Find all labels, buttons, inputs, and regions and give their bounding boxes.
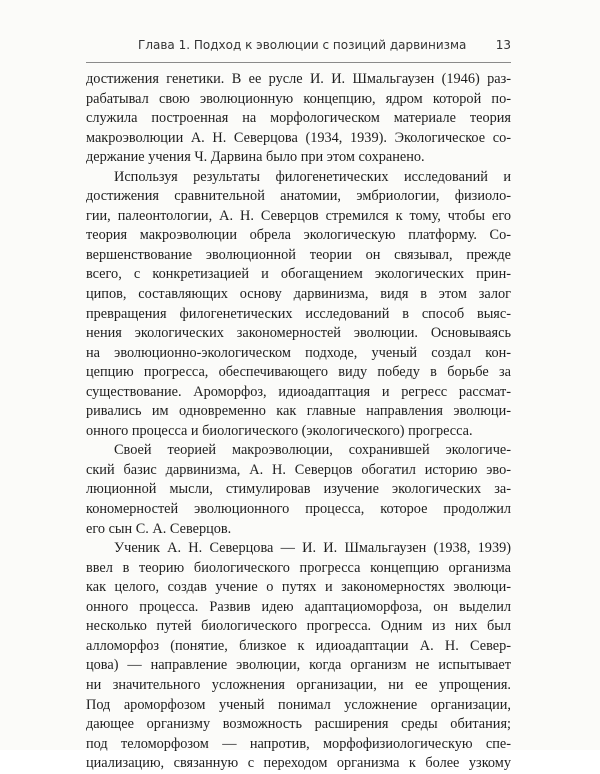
- text-line: Под ароморфозом ученый понимал усложнение организации,: [86, 696, 511, 713]
- text-line: ский базис дарвинизма, А. Н. Северцов обогатил историю эво-: [86, 461, 511, 478]
- text-line: Используя результаты филогенетических исследований и: [114, 168, 511, 185]
- paragraph: [86, 70, 511, 168]
- text-line: онного процесса и биологического (экологического) прогресса.: [86, 422, 473, 439]
- text-line: циализацию, связанную с переходом организма к более узкому: [86, 755, 511, 772]
- text-line: ни значительного усложнения организации, ни ее упрощения.: [86, 676, 511, 693]
- text-line: онного процесса. Развив идею адаптациоморфоза, он выделил: [86, 598, 511, 615]
- text-line: дающее организму возможность расширения среды обитания;: [86, 716, 511, 733]
- text-line: достижения сравнительной анатомии, эмбриологии, физиоло-: [86, 188, 511, 205]
- text-line: гии, палеонтологии, А. Н. Северцов стремился к тому, чтобы его: [86, 207, 511, 224]
- text-line: цепцию прогресса, обеспечивающего виду победу в борьбе за: [86, 364, 511, 381]
- paragraph: [86, 168, 511, 442]
- text-line: ввел в теорию биологического прогресса концепцию организма: [86, 559, 511, 576]
- text-line: служила построенная на морфологическом материале теория: [86, 110, 511, 127]
- text-line: несколько путей биологического прогресса. Одним из них был: [86, 618, 511, 635]
- text-line: кономерностей эволюционного процесса, которое продолжил: [86, 501, 511, 518]
- text-line: цова) — направление эволюции, когда организм не испытывает: [86, 657, 511, 674]
- text-line: ривались им одновременно как главные направления эволюци-: [86, 403, 511, 420]
- text-line: держание учения Ч. Дарвина было при этом сохранено.: [86, 149, 425, 166]
- text-line: на эволюционно-экологическом подходе, ученый создал кон-: [86, 344, 511, 361]
- body-text: [86, 70, 511, 774]
- text-line: достижения генетики. В ее русле И. И. Шмальгаузен (1946) раз-: [86, 71, 511, 87]
- chapter-title: Глава 1. Подход к эволюции с позиций дарвинизма: [138, 38, 467, 52]
- paragraph: [86, 441, 511, 539]
- text-line: Ученик А. Н. Северцова — И. И. Шмальгаузен (1938, 1939): [114, 540, 511, 557]
- header-rule: [86, 62, 511, 63]
- page-number: 13: [495, 38, 511, 52]
- text-line: Своей теорией макроэволюции, сохранившей экологиче-: [114, 442, 511, 459]
- text-line: как целого, создав учение о путях и закономерностях эволюци-: [86, 579, 511, 596]
- text-line: его сын С. А. Северцов.: [86, 520, 232, 537]
- text-line: теория макроэволюции обрела экологическую платформу. Со-: [86, 227, 511, 244]
- text-line: макроэволюции А. Н. Северцова (1934, 1939). Экологическое со-: [86, 129, 511, 146]
- text-line: вершенствование эволюционной теории он связывал, прежде: [86, 246, 511, 263]
- text-line: алломорфоз (понятие, близкое к идиоадаптации А. Н. Север-: [86, 637, 511, 654]
- text-line: нения экологических закономерностей эволюции. Основываясь: [86, 325, 511, 342]
- text-line: существование. Ароморфоз, идиоадаптация и регресс рассмат-: [86, 383, 511, 400]
- text-line: под теломорфозом — напротив, морфофизиологическую спе-: [86, 735, 511, 752]
- running-header: [86, 36, 511, 58]
- text-line: ципов, составляющих основу дарвинизма, видя в этом залог: [86, 286, 511, 303]
- text-line: превращения филогенетических исследований в способ выяс-: [86, 305, 511, 322]
- text-line: рабатывал свою эволюционную концепцию, ядром которой по-: [86, 90, 511, 107]
- text-line: всего, с конкретизацией и обогащением экологических прин-: [86, 266, 511, 283]
- paragraph: [86, 539, 511, 774]
- text-line: люционной мысли, стимулировав изучение экологических за-: [86, 481, 511, 498]
